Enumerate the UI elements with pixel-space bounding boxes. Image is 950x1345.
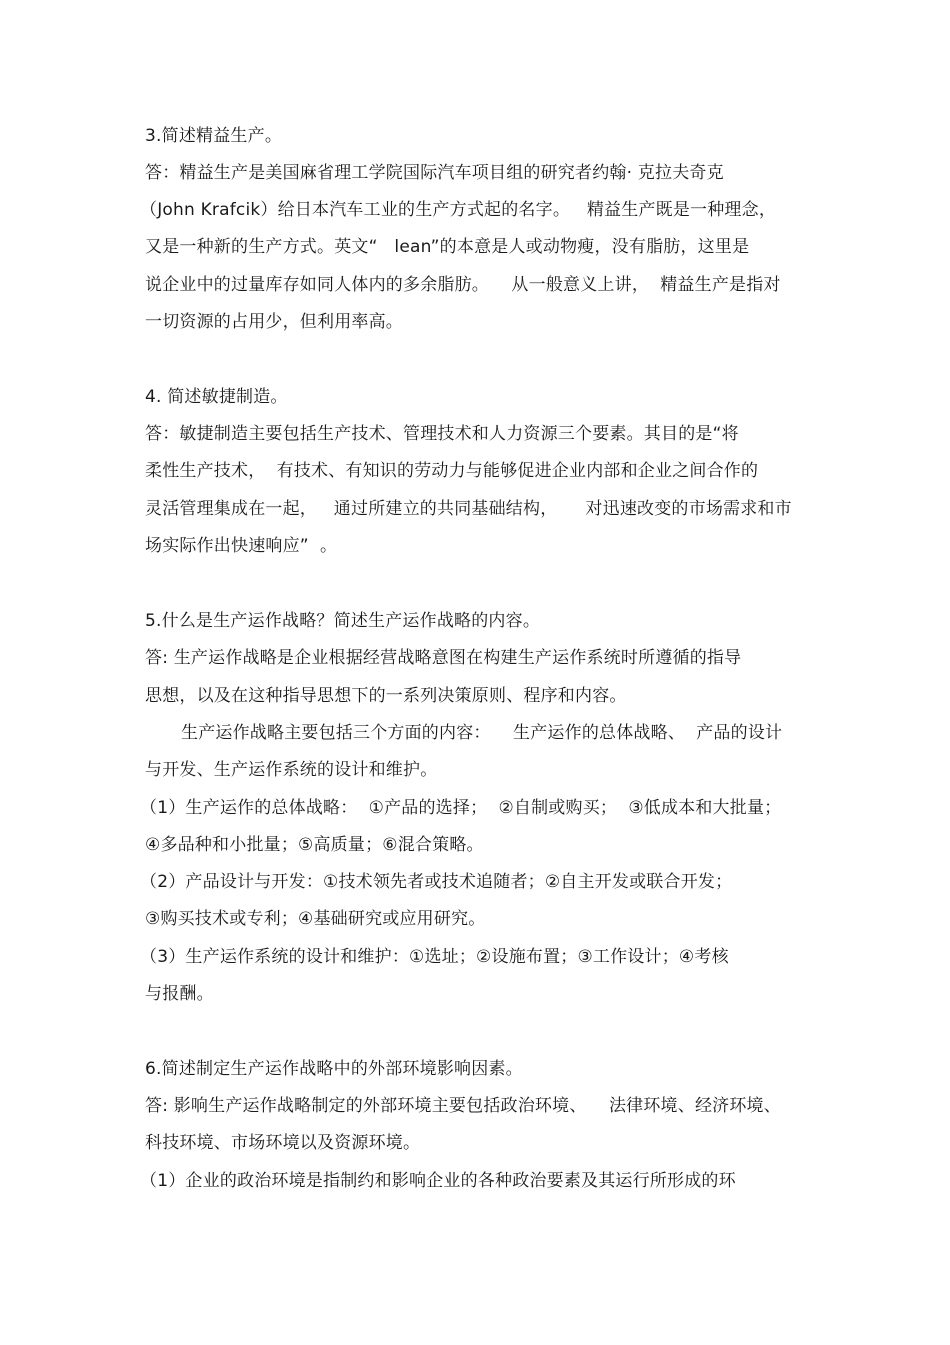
answer-5-item-2: ③购买技术或专利；④基础研究或应用研究。 [145,909,486,929]
question-3-title: 3.简述精益生产。 [145,126,283,146]
answer-3-line: 答：精益生产是美国麻省理工学院国际汽车项目组的研究者约翰· 克拉夫奇克 [145,163,724,183]
answer-4-line: 答：敏捷制造主要包括生产技术、管理技术和人力资源三个要素。其目的是“将 [145,424,739,444]
question-4-title: 4. 简述敏捷制造。 [145,387,288,407]
answer-3-line: 一切资源的占用少，但利用率高。 [145,312,403,332]
answer-5-line: 思想，以及在这种指导思想下的一系列决策原则、程序和内容。 [145,686,627,706]
answer-5-line: 生产运作战略主要包括三个方面的内容： 生产运作的总体战略、 产品的设计 [181,723,783,743]
question-5-title: 5.什么是生产运作战略？简述生产运作战略的内容。 [145,611,541,631]
question-6-title: 6.简述制定生产运作战略中的外部环境影响因素。 [145,1059,523,1079]
answer-5-item-1: （1）生产运作的总体战略： ①产品的选择； ②自制或购买； ③低成本和大批量； [140,798,782,818]
answer-4-line: 灵活管理集成在一起， 通过所建立的共同基础结构， 对迅速改变的市场需求和市 [145,499,792,519]
answer-5-line: 答: 生产运作战略是企业根据经营战略意图在构建生产运作系统时所遵循的指导 [145,648,742,668]
answer-6-line: 答: 影响生产运作战略制定的外部环境主要包括政治环境、 法律环境、经济环境、 [145,1096,781,1116]
answer-5-item-2: （2）产品设计与开发：①技术领先者或技术追随者；②自主开发或联合开发； [140,872,733,892]
answer-3-line: （John Krafcik）给日本汽车工业的生产方式起的名字。 精益生产既是一种理念， [140,200,777,220]
answer-5-item-3: 与报酬。 [145,984,214,1004]
answer-4-line: 柔性生产技术， 有技术、有知识的劳动力与能够促进企业内部和企业之间合作的 [145,461,759,481]
answer-4-line: 场实际作出快速响应” 。 [145,536,338,556]
answer-3-line: 又是一种新的生产方式。英文“ lean”的本意是人或动物瘦，没有脂肪，这里是 [145,237,750,257]
answer-6-item-1: （1）企业的政治环境是指制约和影响企业的各种政治要素及其运行所形成的环 [140,1171,736,1191]
answer-5-item-3: （3）生产运作系统的设计和维护：①选址；②设施布置；③工作设计；④考核 [140,947,729,967]
answer-5-line: 与开发、生产运作系统的设计和维护。 [145,760,438,780]
answer-3-line: 说企业中的过量库存如同人体内的多余脂肪。 从一般意义上讲， 精益生产是指对 [145,275,781,295]
answer-5-item-1: ④多品种和小批量；⑤高质量；⑥混合策略。 [145,835,484,855]
answer-6-line: 科技环境、市场环境以及资源环境。 [145,1133,421,1153]
